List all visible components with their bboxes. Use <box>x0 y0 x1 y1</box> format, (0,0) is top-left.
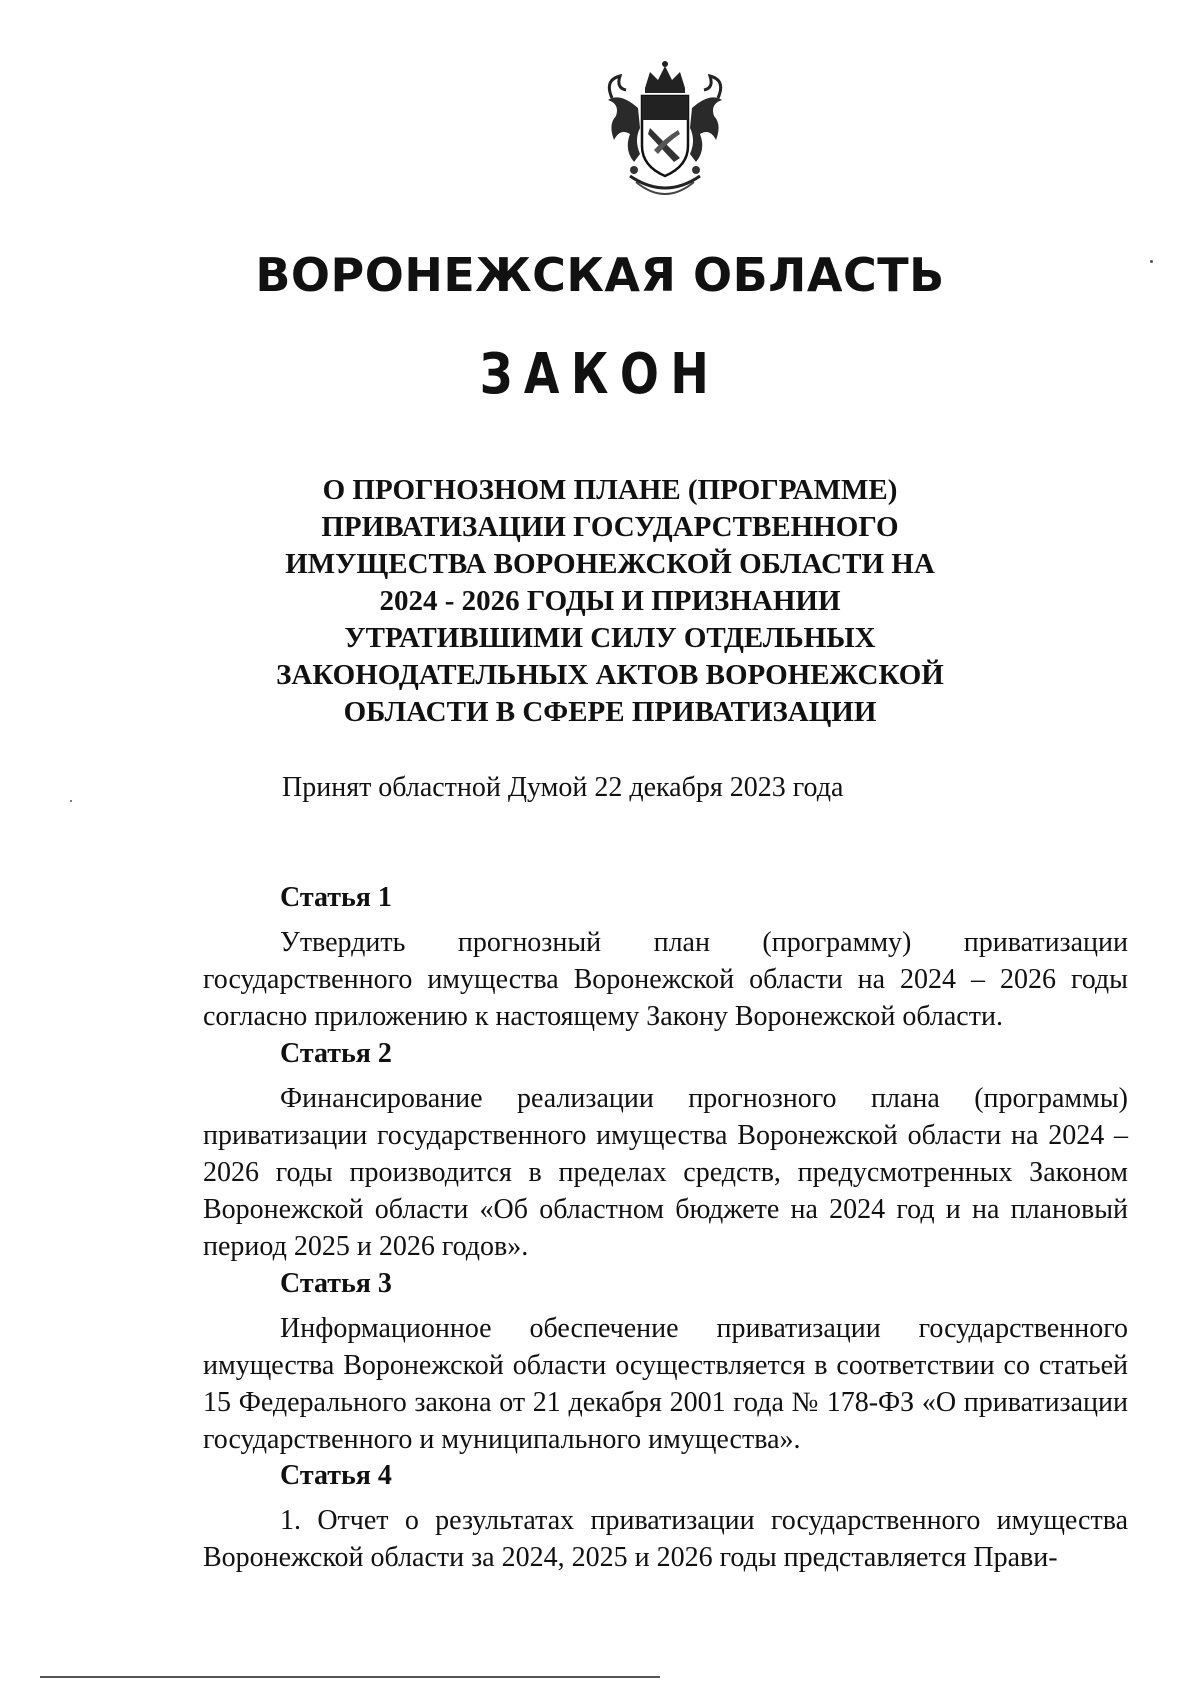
article-2-heading: Статья 2 <box>280 1038 392 1069</box>
article-4-text: 1. Отчет о результатах приватизации государственного имущества Воронежской области за 2024, 2025 и 2026 годы представляется Прави- <box>203 1505 1128 1573</box>
article-3-text: Информационное обеспечение приватизации государственного имущества Воронежской области осуществляется в соответствии со статьей 15 Федерального закона от 21 декабря 2001 года № 178-ФЗ «О приватизации государственного и муниципального имущества». <box>203 1313 1128 1455</box>
law-title-line: 2024 - 2026 ГОДЫ И ПРИЗНАНИИ <box>379 585 841 617</box>
law-title-line: ИМУЩЕСТВА ВОРОНЕЖСКОЙ ОБЛАСТИ НА <box>285 548 935 580</box>
article-1-text: Утвердить прогнозный план (программу) приватизации государственного имущества Воронежской области на 2024 – 2026 годы согласно приложению к настоящему Закону Воронежской области. <box>203 927 1128 1032</box>
article-3-body <box>203 1310 1128 1458</box>
law-title-line: УТРАТИВШИМИ СИЛУ ОТДЕЛЬНЫХ <box>344 622 876 654</box>
adoption-note: Принят областной Думой 22 декабря 2023 года <box>282 772 844 803</box>
article-2-body <box>203 1080 1128 1265</box>
article-1-heading: Статья 1 <box>280 882 392 913</box>
region-heading: ВОРОНЕЖСКАЯ ОБЛАСТЬ <box>255 248 945 302</box>
article-4-body <box>203 1502 1128 1576</box>
scan-speck <box>1150 260 1153 263</box>
document-type-heading: ЗАКОН <box>479 342 721 407</box>
scan-speck <box>70 800 72 802</box>
coat-of-arms-emblem <box>590 58 740 206</box>
law-title-line: ЗАКОНОДАТЕЛЬНЫХ АКТОВ ВОРОНЕЖСКОЙ <box>276 659 944 691</box>
law-title-line: О ПРОГНОЗНОМ ПЛАНЕ (ПРОГРАММЕ) <box>322 474 898 506</box>
law-title <box>260 472 960 731</box>
article-1-body <box>203 924 1128 1035</box>
scan-edge-line <box>40 1676 660 1678</box>
article-3-heading: Статья 3 <box>280 1268 392 1299</box>
law-title-line: ПРИВАТИЗАЦИИ ГОСУДАРСТВЕННОГО <box>321 511 899 543</box>
article-4-heading: Статья 4 <box>280 1460 392 1491</box>
article-2-text: Финансирование реализации прогнозного плана (программы) приватизации государственного имущества Воронежской области на 2024 – 2026 годы производится в пределах средств, предусмотренных Законом Воронежской области «Об областном бюджете на 2024 год и на плановый период 2025 и 2026 годов». <box>203 1083 1128 1262</box>
law-title-line: ОБЛАСТИ В СФЕРЕ ПРИВАТИЗАЦИИ <box>343 696 877 728</box>
